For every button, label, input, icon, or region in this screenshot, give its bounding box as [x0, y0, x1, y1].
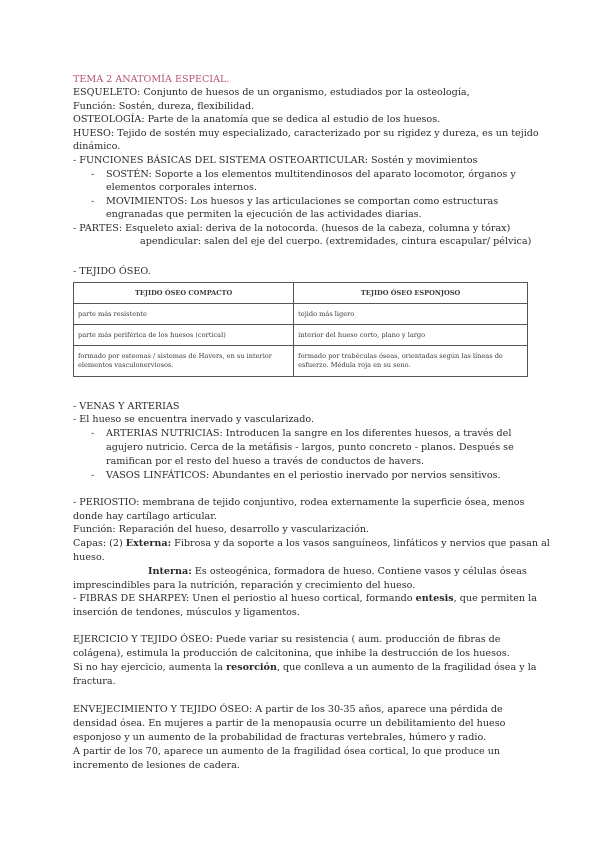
text-line: HUESO: Tejido de sostén muy especializado, caracterizado por su rigidez y dureza, es un tejido [73, 128, 539, 139]
list-item: engranadas que permiten la ejecución de las actividades diarias. [106, 209, 422, 220]
text-line: esponjoso y un aumento de la probabilidad de fracturas vertebrales, húmero y radio. [73, 732, 487, 743]
bold-term: resorción [226, 662, 277, 673]
section-heading: - TEJIDO ÓSEO. [73, 266, 151, 277]
bullet-marker: - [91, 169, 95, 180]
text-line [73, 592, 537, 605]
bullet-marker: - [91, 470, 95, 481]
bold-term: Externa: [125, 538, 172, 549]
list-item: VASOS LINFÁTICOS: Abundantes en el periostio inervado por nervios sensitivos. [106, 470, 501, 481]
text-line [73, 661, 537, 674]
list-item: ARTERIAS NUTRICIAS: Introducen la sangre en los diferentes huesos, a través del [106, 428, 512, 439]
text-line: Función: Reparación del hueso, desarrollo y vascularización. [73, 524, 370, 535]
text-line [148, 565, 527, 578]
bold-term: entesis [415, 593, 454, 604]
list-item: SOSTÉN: Soporte a los elementos multitendinosos del aparato locomotor, órganos y [106, 169, 516, 180]
table-cell: formado por trabéculas óseas, orientadas según las líneas de esfuerzo. Médula roja en su seno. [294, 346, 528, 377]
text-span: , que permiten la [453, 593, 537, 604]
table-header-row [74, 283, 528, 304]
section-heading: - FUNCIONES BÁSICAS DEL SISTEMA OSTEOARTICULAR: Sostén y movimientos [73, 155, 478, 166]
bullet-marker: - [91, 196, 95, 207]
list-item: agujero nutricio. Cerca de la metáfisis - largos, punto concreto - planos. Después se [106, 442, 514, 453]
document-title: TEMA 2 ANATOMÍA ESPECIAL. [73, 74, 230, 85]
text-span: - FIBRAS DE SHARPEY: Unen el periostio al hueso cortical, formando [73, 593, 416, 604]
text-line: ENVEJECIMIENTO Y TEJIDO ÓSEO: A partir de los 30-35 años, aparece una pérdida de [73, 704, 503, 715]
text-line [73, 537, 550, 550]
text-line: A partir de los 70, aparece un aumento de la fragilidad ósea cortical, lo que produce un [73, 746, 501, 757]
text-line: OSTEOLOGÍA: Parte de la anatomía que se dedica al estudio de los huesos. [73, 114, 441, 125]
text-line: apendicular: salen del eje del cuerpo. (extremidades, cintura escapular/ pélvica) [140, 236, 532, 247]
text-line: incremento de lesiones de cadera. [73, 760, 240, 771]
list-item: MOVIMIENTOS: Los huesos y las articulaciones se comportan como estructuras [106, 196, 499, 207]
text-line: donde hay cartílago articular. [73, 511, 217, 522]
text-line: EJERCICIO Y TEJIDO ÓSEO: Puede variar su resistencia ( aum. producción de fibras de [73, 634, 501, 645]
text-line: hueso. [73, 552, 105, 563]
text-span: , que conlleva a un aumento de la fragilidad ósea y la [276, 662, 537, 673]
text-span: Fibrosa y da soporte a los vasos sanguíneos, linfáticos y nervios que pasan al [171, 538, 550, 549]
text-line: - PARTES: Esqueleto axial: deriva de la notocorda. (huesos de la cabeza, columna y tórax) [73, 223, 511, 234]
text-line: inserción de tendones, músculos y ligamentos. [73, 607, 300, 618]
bullet-marker: - [91, 428, 95, 439]
table-cell: parte más periférica de los huesos (cortical) [74, 325, 294, 346]
table-cell: parte más resistente [74, 304, 294, 325]
text-line: fractura. [73, 676, 116, 687]
text-line: colágena), estimula la producción de calcitonina, que inhibe la destrucción de los huesos. [73, 648, 510, 659]
text-line: imprescindibles para la nutrición, reparación y crecimiento del hueso. [73, 580, 416, 591]
table-cell: formado por osteonas / sistemas de Havers, en su interior elementos vasculonerviosos. [74, 346, 294, 377]
table-cell: interior del hueso corto, plano y largo [294, 325, 528, 346]
text-line: densidad ósea. En mujeres a partir de la menopausia ocurre un debilitamiento del hueso [73, 718, 506, 729]
text-span: Es osteogénica, formadora de hueso. Contiene vasos y células óseas [191, 566, 527, 577]
text-span: Si no hay ejercicio, aumenta la [73, 662, 227, 673]
text-line: dinámico. [73, 141, 121, 152]
section-heading: - VENAS Y ARTERIAS [73, 401, 180, 412]
table-row [74, 304, 528, 325]
table-cell: tejido más ligero [294, 304, 528, 325]
table-header-cell: TEJIDO ÓSEO ESPONJOSO [294, 283, 528, 304]
text-line: Función: Sostén, dureza, flexibilidad. [73, 101, 255, 112]
list-item: elementos corporales internos. [106, 182, 257, 193]
table-row [74, 346, 528, 377]
table-row [74, 325, 528, 346]
text-line: - El hueso se encuentra inervado y vascularizado. [73, 414, 315, 425]
text-span: Capas: (2) [73, 538, 126, 549]
list-item: ramifican por el resto del hueso a través de conductos de havers. [106, 456, 425, 467]
table-header-cell: TEJIDO ÓSEO COMPACTO [74, 283, 294, 304]
bone-tissue-table [73, 282, 528, 377]
text-line: - PERIOSTIO: membrana de tejido conjuntivo, rodea externamente la superficie ósea, menos [73, 497, 525, 508]
bold-term: Interna: [148, 566, 192, 577]
text-line: ESQUELETO: Conjunto de huesos de un organismo, estudiados por la osteología, [73, 87, 470, 98]
